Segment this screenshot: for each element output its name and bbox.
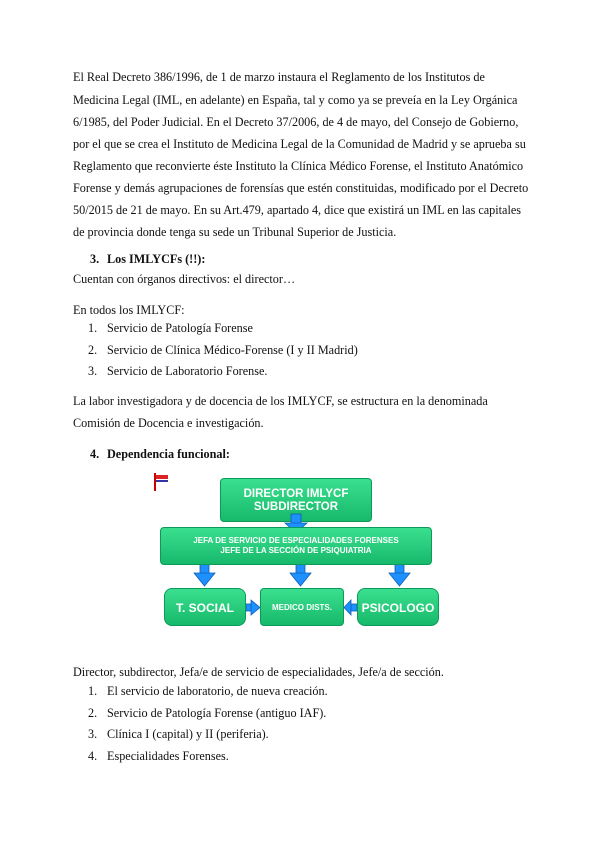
intro-line: por el que se crea el Instituto de Medicina Legal de la Comunidad de Madrid y se aprueba su (73, 137, 526, 151)
section-title: Los IMLYCFs (!!): (107, 252, 206, 266)
research-line: La labor investigadora y de docencia de los IMLYCF, se estructura en la denominada (73, 394, 488, 408)
arrow-down-icon (194, 564, 215, 586)
intro-line: de provincia donde tenga su sede un Tribunal Superior de Justicia. (73, 225, 397, 239)
org-chart-diagram (150, 470, 450, 645)
list-item: 3. Servicio de Laboratorio Forense. (88, 364, 268, 378)
psychologist-box: PSICOLOGO (357, 588, 439, 626)
director-label: DIRECTOR IMLYCF (243, 488, 349, 500)
chief-box (160, 527, 432, 565)
section-3-subtitle: Cuentan con órganos directivos: el director… (73, 272, 296, 286)
section-title: Dependencia funcional: (107, 447, 230, 461)
subdirector-label: SUBDIRECTOR (253, 501, 339, 513)
arrow-down-icon (290, 564, 311, 586)
section-number: 4. (90, 447, 100, 461)
section-4-heading (90, 447, 230, 462)
hierarchy-summary: Director, subdirector, Jefa/e de servicio de especialidades, Jefe/a de sección. (73, 665, 444, 679)
list-item: 3. Clínica I (capital) y II (periferia). (88, 727, 269, 741)
arrow-right-icon (246, 600, 260, 615)
dependency-list (88, 681, 328, 767)
intro-line: 6/1985, del Poder Judicial. En el Decreto 37/2006, de 4 de mayo, del Consejo de Gobierno, (73, 115, 519, 129)
intro-line: 50/2015 de 21 de mayo. En su Art.479, apartado 4, dice que existirá un IML en las capitales (73, 203, 521, 217)
intro-line: Forense y demás agrupaciones de forensías que estén constituidas, modificado por el Decreto (73, 181, 529, 195)
arrow-down-icon (389, 564, 410, 586)
intro-line: Medicina Legal (IML, en adelante) en España, tal y como ya se preveía en la Ley Orgánica (73, 93, 518, 107)
list-item: 2. Servicio de Clínica Médico-Forense (I y II Madrid) (88, 342, 358, 357)
research-line: Comisión de Docencia e investigación. (73, 416, 264, 430)
chief-psychiatry-label: JEFE DE LA SECCIÓN DE PSIQUIATRIA (220, 546, 372, 555)
section-3-heading (90, 252, 205, 267)
chief-services-label: JEFA DE SERVICIO DE ESPECIALIDADES FORENSES (193, 536, 399, 545)
list-item: 2. Servicio de Patología Forense (antiguo IAF). (88, 705, 327, 720)
intro-line: El Real Decreto 386/1996, de 1 de marzo instaura el Reglamento de los Institutos de (73, 70, 485, 84)
district-doctor-box: MEDICO DISTS. (260, 588, 344, 626)
social-worker-box: T. SOCIAL (164, 588, 246, 626)
list-item: 1. Servicio de Patología Forense (88, 321, 253, 335)
list-intro: En todos los IMLYCF: (73, 303, 185, 317)
intro-line: Reglamento que reconvierte éste Instituto la Clínica Médico Forense, el Instituto Anatómico (73, 159, 524, 173)
services-list (88, 318, 358, 383)
arrow-left-icon (344, 600, 357, 615)
list-item: 1. El servicio de laboratorio, de nueva creación. (88, 684, 328, 698)
section-number: 3. (90, 252, 100, 266)
list-item: 4. Especialidades Forenses. (88, 748, 229, 763)
